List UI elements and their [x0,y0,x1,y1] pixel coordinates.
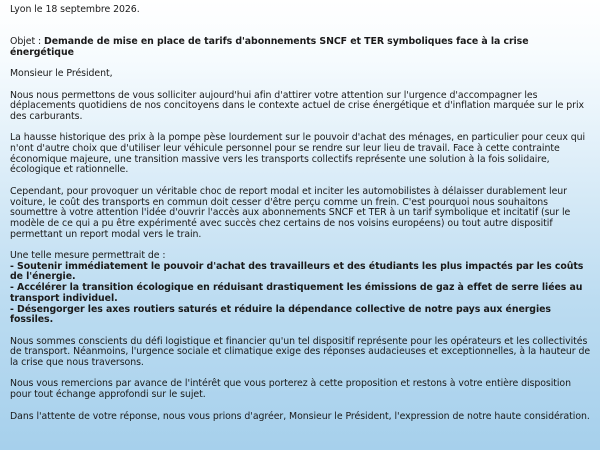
subject-line [10,37,594,58]
salutation: Monsieur le Président, [10,68,113,80]
date-line: Lyon le 18 septembre 2026. [10,4,140,15]
letter-body [10,5,594,422]
paragraph-proposal: Cependant, pour provoquer un véritable choc de report modal et inciter les automobilistes à délaisser durablement leur voiture, le coût des transports en commun doit cesser d'être perçu comme un frein. C'est pourquoi nous souhaitons soumettre à votre attention l'idée d'ouvrir l'accès aux abonnements SNCF et TER à un tarif symbolique et incitatif (sur le modèle de ce qui a pu être expérimenté avec succès chez certains de nos voisins européens) ou tout autre dispositif permettant un report modal vers le train. [10,185,571,240]
measure-item: - Désengorger les axes routiers saturés et réduire la dépendance collective de notre pays aux énergies fossiles. [10,303,551,326]
spacer [10,16,594,27]
measure-item: - Accélérer la transition écologique en réduisant drastiquement les émissions de gaz à effet de serre liées au transport individuel. [10,282,583,304]
subject-text: Demande de mise en place de tarifs d'abonnements SNCF et TER symboliques face à la crise énergétique [10,36,529,58]
paragraph-intro: Nous nous permettons de vous solliciter aujourd'hui afin d'attirer votre attention sur l'urgence d'accompagner les déplacements quotidiens de nos concitoyens dans le contexte actuel de crise énergétique et d'inflation marquée sur le prix des carburants. [10,89,584,122]
closing-formula: Dans l'attente de votre réponse, nous vous prions d'agréer, Monsieur le Président, l'expression de notre haute considération. [10,410,590,422]
subject-prefix: Objet : [10,36,45,48]
spacer [10,80,594,91]
measure-item: - Soutenir immédiatement le pouvoir d'achat des travailleurs et des étudiants les plus impactés par les coûts de l'énergie. [10,260,584,283]
paragraph-thanks: Nous vous remercions par avance de l'intérêt que vous porterez à cette proposition et restons à votre entière disposition pour tout échange approfondi sur le sujet. [10,378,571,401]
paragraph-context: La hausse historique des prix à la pompe pèse lourdement sur le pouvoir d'achat des ménages, en particulier pour ceux qui n'ont d'autre choix que d'utiliser leur véhicule personnel pour se rendre sur leur lieu de travail. Face à cette contrainte économique majeure, une transition massive vers les transports collectifs représente une solution à la fois solidaire, écologique et rationnelle. [10,132,586,176]
paragraph-challenges: Nous sommes conscients du défi logistique et financier qu'un tel dispositif représente pour les opérateurs et les collectivités de transport. Néanmoins, l'urgence sociale et climatique exige des réponses audacieuses et exceptionnelles, à la hauteur de la crise que nous traversons. [10,335,591,369]
measures-intro: Une telle mesure permettrait de : [10,250,166,262]
spacer [10,401,594,412]
